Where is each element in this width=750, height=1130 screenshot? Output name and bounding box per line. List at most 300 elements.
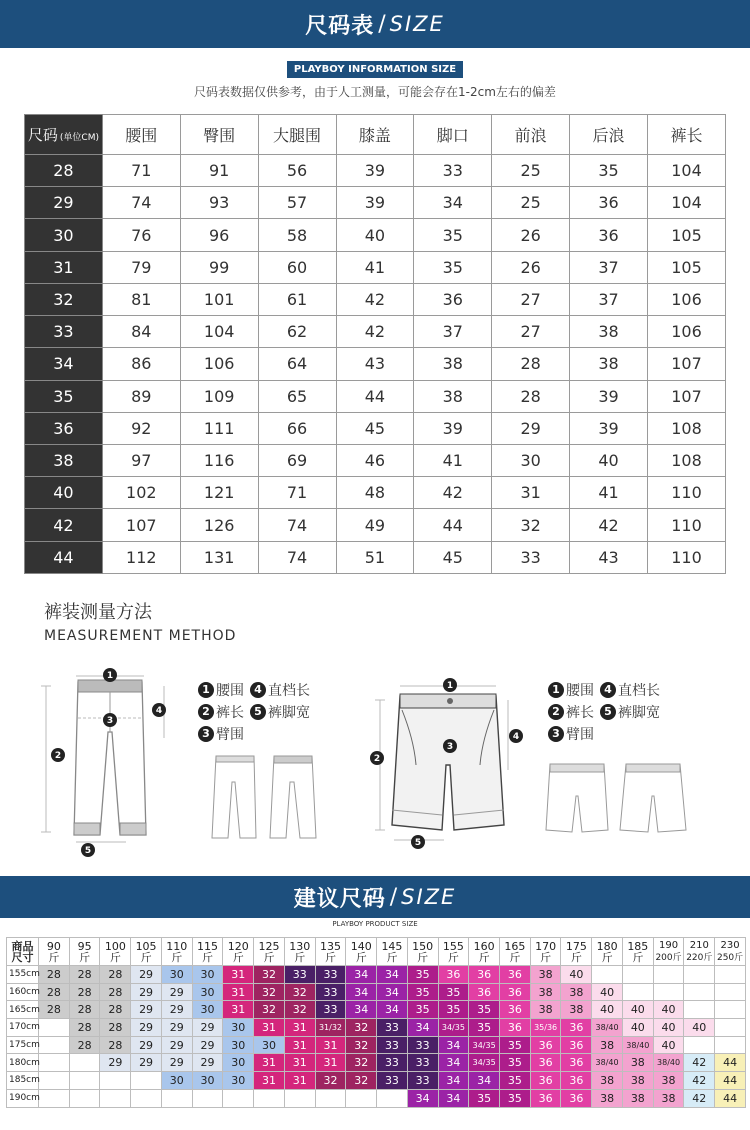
- recommend-cell: [131, 1089, 162, 1107]
- measure-cell: 106: [648, 283, 726, 315]
- size-table-row: [25, 509, 726, 541]
- svg-text:5: 5: [414, 838, 422, 848]
- measure-cell: 108: [648, 444, 726, 476]
- recommend-cell: 35: [500, 1054, 531, 1072]
- svg-text:4: 4: [512, 732, 520, 742]
- measure-cell: 108: [648, 412, 726, 444]
- recommend-cell: 40: [653, 1036, 684, 1054]
- svg-text:5: 5: [84, 846, 92, 856]
- legend-number: 3: [548, 726, 564, 742]
- size-cell: 36: [25, 412, 103, 444]
- recommend-cell: [39, 1054, 70, 1072]
- recommend-cell: 31/32: [315, 1019, 346, 1037]
- measure-cell: 104: [180, 316, 258, 348]
- recommend-cell: 28: [69, 966, 100, 984]
- height-label: 155cm: [7, 966, 39, 984]
- recommend-cell: 36: [500, 966, 531, 984]
- recommend-cell: 38: [561, 1001, 592, 1019]
- measure-cell: 39: [336, 187, 414, 219]
- recommend-cell: [223, 1089, 254, 1107]
- measure-cell: 35: [570, 155, 648, 187]
- recommend-row: [7, 1072, 746, 1090]
- legend-number: 4: [250, 682, 266, 698]
- recommend-cell: 38: [530, 983, 561, 1001]
- recommend-cell: 29: [131, 1036, 162, 1054]
- recommend-cell: 38: [592, 1036, 623, 1054]
- legend-label: 裤脚宽: [268, 705, 310, 721]
- recommend-cell: [39, 1089, 70, 1107]
- legend-number: 5: [250, 704, 266, 720]
- legend-right: [548, 679, 666, 745]
- recommend-cell: 32: [284, 1001, 315, 1019]
- recommend-cell: 33: [315, 983, 346, 1001]
- recommend-cell: [254, 1089, 285, 1107]
- weight-header: 105 斤: [131, 938, 162, 966]
- size-table-row: [25, 155, 726, 187]
- measure-cell: 41: [336, 251, 414, 283]
- measure-cell: 110: [648, 477, 726, 509]
- measure-cell: 44: [414, 509, 492, 541]
- size-table-row: [25, 316, 726, 348]
- measure-cell: 58: [258, 219, 336, 251]
- recommend-cell: [39, 1019, 70, 1037]
- svg-text:2: 2: [373, 754, 381, 764]
- long-pants-diagram: [38, 660, 188, 862]
- recommend-cell: 40: [622, 1001, 653, 1019]
- recommend-cell: 35: [500, 1072, 531, 1090]
- measure-cell: 104: [648, 155, 726, 187]
- recommend-cell: [653, 983, 684, 1001]
- size-table-row: [25, 412, 726, 444]
- measure-cell: 35: [414, 219, 492, 251]
- recommend-cell: 38/40: [622, 1036, 653, 1054]
- recommend-cell: 34: [346, 983, 377, 1001]
- measure-cell: 34: [414, 187, 492, 219]
- recommend-cell: 42: [684, 1054, 715, 1072]
- size-header-size: 尺码 (单位CM): [25, 115, 103, 155]
- measure-cell: 33: [414, 155, 492, 187]
- measure-cell: 93: [180, 187, 258, 219]
- weight-header: 190 200斤: [653, 938, 684, 966]
- size-cell: 38: [25, 444, 103, 476]
- measure-cell: 99: [180, 251, 258, 283]
- recommend-cell: 42: [684, 1089, 715, 1107]
- banner-title: 建议尺码: [293, 886, 386, 912]
- measure-cell: 121: [180, 477, 258, 509]
- measure-cell: 104: [648, 187, 726, 219]
- weight-header: 130 斤: [284, 938, 315, 966]
- recommend-cell: 28: [39, 983, 70, 1001]
- recommend-cell: 30: [192, 1001, 223, 1019]
- recommend-row: [7, 1089, 746, 1107]
- recommend-cell: 40: [653, 1019, 684, 1037]
- recommend-cell: 28: [100, 1036, 131, 1054]
- legend-label: 臂围: [566, 727, 594, 743]
- recommend-cell: 30: [223, 1019, 254, 1037]
- recommend-cell: 31: [284, 1054, 315, 1072]
- legend-label: 裤长: [216, 705, 244, 721]
- measure-cell: 109: [180, 380, 258, 412]
- measure-cell: 86: [102, 348, 180, 380]
- pants-sketch-icon: [208, 752, 328, 842]
- size-header: 脚口: [414, 115, 492, 155]
- size-table-row: [25, 187, 726, 219]
- measure-cell: 30: [492, 444, 570, 476]
- recommend-cell: 35/36: [530, 1019, 561, 1037]
- measure-cell: 101: [180, 283, 258, 315]
- recommend-cell: 42: [684, 1072, 715, 1090]
- banner-slash: /: [389, 884, 398, 910]
- recommend-cell: [715, 1019, 746, 1037]
- recommend-cell: 36: [530, 1089, 561, 1107]
- legend-label: 直档长: [268, 683, 310, 699]
- measure-cell: 81: [102, 283, 180, 315]
- recommend-cell: 28: [100, 983, 131, 1001]
- recommend-cell: 34/35: [438, 1019, 469, 1037]
- weight-header: 120 斤: [223, 938, 254, 966]
- recommend-cell: 38/40: [653, 1054, 684, 1072]
- recommend-cell: 33: [315, 966, 346, 984]
- recommend-cell: 33: [407, 1054, 438, 1072]
- measure-cell: 61: [258, 283, 336, 315]
- measure-cell: 76: [102, 219, 180, 251]
- recommend-cell: [377, 1089, 408, 1107]
- recommend-cell: 35: [469, 1019, 500, 1037]
- recommend-cell: 34/35: [469, 1036, 500, 1054]
- measure-cell: 71: [102, 155, 180, 187]
- recommend-cell: 30: [223, 1054, 254, 1072]
- weight-header: 150 斤: [407, 938, 438, 966]
- size-cell: 31: [25, 251, 103, 283]
- measure-cell: 48: [336, 477, 414, 509]
- measure-cell: 106: [180, 348, 258, 380]
- height-label: 175cm: [7, 1036, 39, 1054]
- weight-header: 175 斤: [561, 938, 592, 966]
- recommend-cell: 31: [254, 1072, 285, 1090]
- recommend-cell: 38: [622, 1054, 653, 1072]
- recommend-cell: 35: [469, 1089, 500, 1107]
- size-header: 大腿围: [258, 115, 336, 155]
- size-table-row: [25, 219, 726, 251]
- recommend-cell: 36: [500, 1001, 531, 1019]
- measure-cell: 49: [336, 509, 414, 541]
- measure-cell: 96: [180, 219, 258, 251]
- recommend-cell: 33: [407, 1072, 438, 1090]
- recommend-cell: [192, 1089, 223, 1107]
- measure-cell: 44: [336, 380, 414, 412]
- size-cell: 30: [25, 219, 103, 251]
- measure-cell: 106: [648, 316, 726, 348]
- recommend-cell: 31: [315, 1036, 346, 1054]
- size-header: 腰围: [102, 115, 180, 155]
- measure-cell: 39: [336, 155, 414, 187]
- measure-cell: 38: [414, 380, 492, 412]
- measure-cell: 29: [492, 412, 570, 444]
- measure-cell: 89: [102, 380, 180, 412]
- measure-cell: 62: [258, 316, 336, 348]
- recommend-cell: 34: [438, 1089, 469, 1107]
- size-header: 臀围: [180, 115, 258, 155]
- measure-cell: 74: [258, 509, 336, 541]
- recommend-cell: 31: [284, 1036, 315, 1054]
- recommend-cell: 35: [407, 966, 438, 984]
- recommend-cell: [69, 1054, 100, 1072]
- recommend-cell: 44: [715, 1054, 746, 1072]
- recommend-cell: 33: [377, 1054, 408, 1072]
- weight-header: 210 220斤: [684, 938, 715, 966]
- banner-size: SIZE: [389, 12, 445, 36]
- recommend-cell: 28: [39, 966, 70, 984]
- measure-cell: 64: [258, 348, 336, 380]
- recommend-banner: [0, 876, 750, 918]
- recommend-cell: 40: [592, 983, 623, 1001]
- size-cell: 32: [25, 283, 103, 315]
- measure-cell: 37: [414, 316, 492, 348]
- recommend-cell: [715, 1001, 746, 1019]
- measure-cell: 107: [648, 380, 726, 412]
- height-label: 190cm: [7, 1089, 39, 1107]
- legend-number: 1: [198, 682, 214, 698]
- measure-cell: 37: [570, 251, 648, 283]
- recommend-cell: 36: [469, 983, 500, 1001]
- recommend-cell: [161, 1089, 192, 1107]
- svg-text:1: 1: [106, 671, 114, 681]
- recommend-cell: 35: [438, 983, 469, 1001]
- recommend-cell: 28: [39, 1001, 70, 1019]
- recommend-cell: [100, 1072, 131, 1090]
- banner-title: 尺码表: [305, 13, 375, 39]
- recommend-cell: 36: [500, 1019, 531, 1037]
- recommend-cell: 32: [254, 1001, 285, 1019]
- measure-cell: 25: [492, 155, 570, 187]
- recommend-header-row: [7, 938, 746, 966]
- measure-cell: 110: [648, 541, 726, 573]
- recommend-cell: 40: [592, 1001, 623, 1019]
- recommend-row: [7, 1054, 746, 1072]
- recommend-cell: 40: [653, 1001, 684, 1019]
- recommend-cell: 28: [69, 983, 100, 1001]
- size-cell: 28: [25, 155, 103, 187]
- measure-cell: 42: [336, 316, 414, 348]
- recommend-cell: 30: [192, 983, 223, 1001]
- measure-cell: 38: [570, 316, 648, 348]
- recommend-cell: [653, 966, 684, 984]
- recommend-cell: 29: [192, 1036, 223, 1054]
- size-cell: 34: [25, 348, 103, 380]
- recommend-cell: 35: [407, 983, 438, 1001]
- measure-cell: 66: [258, 412, 336, 444]
- size-table-row: [25, 380, 726, 412]
- measure-cell: 41: [570, 477, 648, 509]
- size-table-row: [25, 251, 726, 283]
- size-header: 后浪: [570, 115, 648, 155]
- measure-cell: 126: [180, 509, 258, 541]
- recommend-cell: 38: [653, 1072, 684, 1090]
- size-cell: 40: [25, 477, 103, 509]
- recommend-row: [7, 1001, 746, 1019]
- measure-cell: 111: [180, 412, 258, 444]
- weight-header: 115 斤: [192, 938, 223, 966]
- measure-cell: 71: [258, 477, 336, 509]
- measure-cell: 26: [492, 251, 570, 283]
- legend-number: 2: [548, 704, 564, 720]
- legend-number: 3: [198, 726, 214, 742]
- measure-cell: 69: [258, 444, 336, 476]
- disclaimer-note: 尺码表数据仅供参考，由于人工测量，可能会存在1-2cm左右的偏差: [194, 85, 556, 99]
- measure-cell: 92: [102, 412, 180, 444]
- measure-cell: 38: [414, 348, 492, 380]
- measure-cell: 46: [336, 444, 414, 476]
- measure-cell: 37: [570, 283, 648, 315]
- recommend-cell: 34/35: [469, 1054, 500, 1072]
- measure-cell: 40: [570, 444, 648, 476]
- recommend-cell: 34: [377, 983, 408, 1001]
- recommend-cell: 35: [407, 1001, 438, 1019]
- recommend-row: [7, 1019, 746, 1037]
- measure-cell: 43: [336, 348, 414, 380]
- recommend-cell: 28: [69, 1036, 100, 1054]
- recommend-cell: 32: [346, 1072, 377, 1090]
- recommend-cell: 34: [469, 1072, 500, 1090]
- recommend-cell: 30: [223, 1036, 254, 1054]
- recommend-table: [6, 937, 746, 1108]
- recommend-cell: 29: [100, 1054, 131, 1072]
- brand-pill: PLAYBOY INFORMATION SIZE: [287, 61, 463, 78]
- recommend-cell: 31: [254, 1054, 285, 1072]
- recommend-cell: 38: [592, 1072, 623, 1090]
- measure-cell: 35: [414, 251, 492, 283]
- recommend-cell: 36: [530, 1054, 561, 1072]
- recommend-cell: 29: [131, 1019, 162, 1037]
- recommend-cell: 36: [469, 966, 500, 984]
- measure-cell: 28: [492, 348, 570, 380]
- recommend-cell: 34: [377, 1001, 408, 1019]
- height-label: 185cm: [7, 1072, 39, 1090]
- svg-text:3: 3: [106, 716, 114, 726]
- height-label: 165cm: [7, 1001, 39, 1019]
- recommend-row: [7, 983, 746, 1001]
- measure-cell: 74: [102, 187, 180, 219]
- shorts-diagram: [362, 670, 532, 860]
- recommend-cell: 29: [161, 1001, 192, 1019]
- measure-cell: 25: [492, 187, 570, 219]
- legend-left: [198, 679, 316, 745]
- recommend-cell: 38: [530, 966, 561, 984]
- recommend-cell: 29: [161, 1019, 192, 1037]
- recommend-cell: 35: [438, 1001, 469, 1019]
- legend-label: 裤长: [566, 705, 594, 721]
- measure-cell: 97: [102, 444, 180, 476]
- weight-header: 165 斤: [500, 938, 531, 966]
- recommend-cell: 34: [346, 966, 377, 984]
- measure-cell: 45: [414, 541, 492, 573]
- measure-cell: 28: [492, 380, 570, 412]
- recommend-cell: 29: [161, 1036, 192, 1054]
- recommend-cell: 35: [500, 1089, 531, 1107]
- legend-label: 腰围: [216, 683, 244, 699]
- method-title-en: MEASUREMENT METHOD: [44, 628, 237, 644]
- size-header: 前浪: [492, 115, 570, 155]
- measure-cell: 57: [258, 187, 336, 219]
- legend-number: 4: [600, 682, 616, 698]
- recommend-cell: 32: [346, 1054, 377, 1072]
- recommend-cell: 33: [377, 1019, 408, 1037]
- recommend-cell: [715, 983, 746, 1001]
- recommend-subtitle: PLAYBOY PRODUCT SIZE: [332, 920, 418, 928]
- recommend-cell: 40: [622, 1019, 653, 1037]
- measure-cell: 43: [570, 541, 648, 573]
- size-table-row: [25, 348, 726, 380]
- recommend-cell: 33: [377, 1072, 408, 1090]
- recommend-cell: 32: [254, 983, 285, 1001]
- recommend-cell: 30: [161, 1072, 192, 1090]
- recommend-cell: [684, 1036, 715, 1054]
- recommend-cell: 34: [407, 1019, 438, 1037]
- recommend-cell: 31: [315, 1054, 346, 1072]
- recommend-cell: 30: [161, 966, 192, 984]
- recommend-cell: 31: [223, 983, 254, 1001]
- recommend-cell: 31: [284, 1072, 315, 1090]
- measure-cell: 42: [336, 283, 414, 315]
- recommend-cell: 35: [469, 1001, 500, 1019]
- recommend-cell: [622, 983, 653, 1001]
- weight-header: 185 斤: [622, 938, 653, 966]
- measure-cell: 102: [102, 477, 180, 509]
- weight-header: 170 斤: [530, 938, 561, 966]
- size-table-row: [25, 541, 726, 573]
- recommend-cell: 35: [500, 1036, 531, 1054]
- height-label: 170cm: [7, 1019, 39, 1037]
- weight-header: 95 斤: [69, 938, 100, 966]
- size-table-header-row: [25, 115, 726, 155]
- recommend-cell: 44: [715, 1089, 746, 1107]
- recommend-cell: 29: [192, 1054, 223, 1072]
- recommend-cell: 28: [100, 1001, 131, 1019]
- legend-label: 臂围: [216, 727, 244, 743]
- weight-header: 230 250斤: [715, 938, 746, 966]
- recommend-cell: [622, 966, 653, 984]
- recommend-cell: 31: [223, 966, 254, 984]
- recommend-cell: 30: [192, 966, 223, 984]
- recommend-cell: 38: [530, 1001, 561, 1019]
- recommend-cell: [715, 966, 746, 984]
- legend-number: 1: [548, 682, 564, 698]
- recommend-cell: [39, 1072, 70, 1090]
- recommend-cell: 36: [561, 1054, 592, 1072]
- measure-cell: 36: [570, 187, 648, 219]
- measure-cell: 42: [570, 509, 648, 541]
- recommend-cell: 38: [622, 1072, 653, 1090]
- recommend-cell: 44: [715, 1072, 746, 1090]
- recommend-cell: 29: [131, 983, 162, 1001]
- size-table-row: [25, 283, 726, 315]
- legend-number: 5: [600, 704, 616, 720]
- recommend-cell: 28: [100, 1019, 131, 1037]
- measure-cell: 91: [180, 155, 258, 187]
- method-title-cn: 裤装测量方法: [44, 602, 152, 623]
- weight-header: 135 斤: [315, 938, 346, 966]
- weight-header: 145 斤: [377, 938, 408, 966]
- svg-text:3: 3: [446, 742, 454, 752]
- recommend-cell: 29: [131, 1001, 162, 1019]
- svg-text:2: 2: [54, 751, 62, 761]
- weight-header: 180 斤: [592, 938, 623, 966]
- measure-cell: 33: [492, 541, 570, 573]
- recommend-cell: 34: [377, 966, 408, 984]
- recommend-cell: 28: [69, 1019, 100, 1037]
- measure-cell: 79: [102, 251, 180, 283]
- measure-cell: 27: [492, 316, 570, 348]
